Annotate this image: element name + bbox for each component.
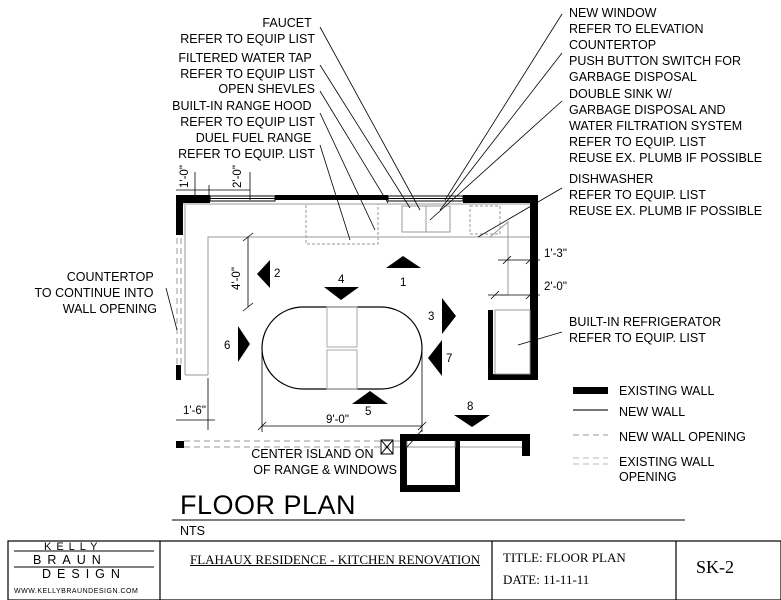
- callout-line: FILTERED WATER TAP: [178, 51, 312, 65]
- callout-filtered-water-tap: [178, 51, 315, 81]
- existing-wall-left-top: [176, 195, 183, 235]
- logo-kelly: KELLY: [44, 541, 103, 553]
- view-marker-2-triangle: [257, 260, 270, 288]
- callout-line: REFER TO EQUIP LIST: [180, 115, 315, 129]
- callout-line: OPEN SHEVLES: [218, 82, 315, 96]
- legend-line: EXISTING WALL: [619, 455, 714, 469]
- island-center-marker: [381, 440, 393, 454]
- callout-line: REUSE EX. PLUMB IF POSSIBLE: [569, 151, 763, 165]
- callout-line: DUEL FUEL RANGE: [195, 131, 312, 145]
- island-column-top: [327, 307, 357, 347]
- dishwasher-outline: [470, 206, 500, 234]
- refrigerator-outline: [495, 310, 530, 374]
- legend: [573, 384, 746, 484]
- dimension-lines: [176, 172, 540, 432]
- callout-line: REFER TO EQUIP. LIST: [569, 331, 706, 345]
- callout-line: WATER FILTRATION SYSTEM: [569, 119, 743, 133]
- island-column-bottom: [327, 350, 357, 389]
- project-name: FLAHAUX RESIDENCE - KITCHEN RENOVATION: [190, 552, 481, 567]
- callout-line: REFER TO EQUIP LIST: [180, 67, 315, 81]
- dim-label-vertical: 4'-0": [231, 267, 243, 290]
- dim-label-top-window: 2'-0": [232, 165, 244, 188]
- leader-window: [445, 14, 562, 200]
- existing-wall-top-right: [463, 195, 538, 203]
- existing-wall-fridge-left: [488, 310, 493, 380]
- callout-line: REUSE EX. PLUMB IF POSSIBLE: [569, 204, 763, 218]
- view-marker-8-triangle: [454, 415, 490, 427]
- dim-label-island: 9'-0": [326, 414, 349, 426]
- callout-dual-fuel-range: [178, 131, 315, 161]
- callout-line: BUILT-IN REFRIGERATOR: [569, 315, 722, 329]
- callout-line: WALL OPENING: [62, 302, 157, 316]
- sheet-title: TITLE: FLOOR PLAN: [503, 550, 626, 565]
- sheet-number: SK-2: [696, 557, 735, 577]
- existing-wall-bottom-right: [400, 434, 530, 441]
- callout-line: REFER TO EQUIP. LIST: [569, 188, 706, 202]
- callout-line: OF RANGE & WINDOWS: [253, 463, 397, 477]
- sheet-date: DATE: 11-11-11: [503, 572, 590, 587]
- callout-line: COUNTERTOP: [66, 270, 154, 284]
- leader-countertop-left: [166, 288, 177, 330]
- callout-dishwasher: [569, 172, 762, 218]
- callout-line: BUILT-IN RANGE HOOD: [172, 99, 312, 113]
- callout-line: REFER TO EQUIP LIST: [180, 32, 315, 46]
- view-marker-triangles: [238, 256, 490, 427]
- dim-label-top-left: 1'-0": [179, 165, 191, 188]
- callout-line: DISHWASHER: [569, 172, 654, 186]
- view-marker-3-triangle: [442, 298, 456, 334]
- view-marker-6: 6: [224, 340, 231, 352]
- logo-design: DESIGN: [42, 567, 126, 581]
- leader-countertop: [440, 53, 562, 210]
- range-outline: [306, 204, 378, 244]
- view-marker-6-triangle: [238, 326, 250, 362]
- view-marker-7-triangle: [428, 340, 442, 376]
- callout-faucet: [180, 16, 315, 46]
- legend-line: OPENING: [619, 470, 677, 484]
- legend-label-existing-wall: EXISTING WALL: [619, 384, 715, 398]
- existing-wall-bump-left: [400, 434, 407, 492]
- existing-wall-right: [530, 195, 538, 380]
- view-marker-5: 5: [365, 406, 372, 418]
- view-marker-3: 3: [428, 311, 435, 323]
- callout-center-island: [251, 447, 397, 477]
- countertop-front-edge: [208, 222, 508, 375]
- view-marker-5-triangle: [352, 391, 388, 404]
- scale-note: NTS: [180, 524, 205, 538]
- callout-line: COUNTERTOP: [569, 38, 656, 52]
- callout-line: DOUBLE SINK W/: [569, 87, 672, 101]
- island-shape: [262, 307, 422, 389]
- existing-wall-bump-right: [455, 434, 460, 492]
- legend-label-new-wall: NEW WALL: [619, 405, 686, 419]
- view-marker-4-triangle: [324, 287, 359, 300]
- legend-swatch-existing-wall: [573, 387, 608, 394]
- view-marker-7: 7: [446, 353, 453, 365]
- view-marker-1-triangle: [386, 256, 421, 268]
- existing-wall-bump-bottom: [400, 485, 460, 492]
- view-marker-2: 2: [274, 268, 281, 280]
- dim-label-right-upper: 1'-3": [544, 248, 567, 260]
- callout-line: NEW WINDOW: [569, 6, 657, 20]
- view-marker-8: 8: [467, 401, 474, 413]
- callout-line: GARBAGE DISPOSAL: [569, 70, 697, 84]
- callout-refrigerator: [569, 315, 725, 345]
- existing-wall-left-stub: [176, 365, 181, 380]
- bump-counter: [407, 441, 455, 447]
- existing-wall-top-mid: [275, 195, 388, 200]
- logo-url: WWW.KELLYBRAUNDESIGN.COM: [14, 588, 139, 595]
- callout-open-shelves: [218, 82, 315, 96]
- existing-wall-bottom-left: [176, 441, 184, 448]
- callout-line: TO CONTINUE INTO: [34, 286, 154, 300]
- callout-line: PUSH BUTTON SWITCH FOR: [569, 54, 741, 68]
- callouts-right: [569, 6, 762, 345]
- callout-line: CENTER ISLAND ON: [251, 447, 374, 461]
- callout-line: GARBAGE DISPOSAL AND: [569, 103, 726, 117]
- callout-countertop-continue: [35, 270, 157, 316]
- dim-label-right-lower: 2'-0": [544, 281, 567, 293]
- callout-line: REFER TO ELEVATION: [569, 22, 704, 36]
- existing-wall-corner-right: [522, 434, 530, 456]
- drawing-title: FLOOR PLAN: [180, 490, 357, 520]
- view-marker-1: 1: [400, 277, 407, 289]
- dim-label-bottom-left: 1'-6": [183, 405, 206, 417]
- callout-line: REFER TO EQUIP. LIST: [178, 147, 315, 161]
- leader-faucet: [320, 27, 420, 210]
- callouts-left: [172, 16, 315, 161]
- existing-wall-fridge-bottom: [488, 374, 538, 380]
- legend-label-new-opening: NEW WALL OPENING: [619, 430, 746, 444]
- center-island: [262, 307, 422, 389]
- leader-range: [320, 145, 350, 240]
- view-marker-4: 4: [338, 274, 345, 286]
- callout-line: FAUCET: [262, 16, 312, 30]
- callout-countertop-switch: [569, 38, 744, 84]
- callout-line: REFER TO EQUIP. LIST: [569, 135, 706, 149]
- leader-fridge: [518, 332, 562, 345]
- callout-double-sink: [569, 87, 762, 165]
- new-wall-opening-left: [177, 238, 181, 365]
- logo-braun: BRAUN: [33, 553, 107, 567]
- callout-range-hood: [172, 99, 315, 129]
- callout-new-window: [569, 6, 704, 36]
- legend-label-existing-opening: [619, 455, 717, 484]
